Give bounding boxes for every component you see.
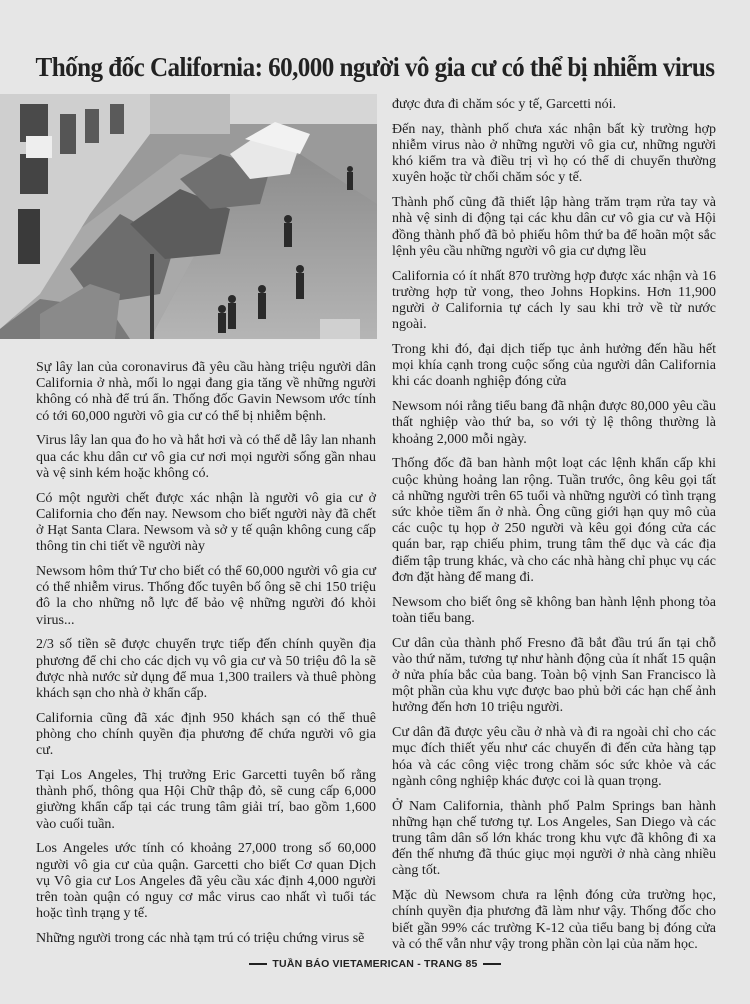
paragraph: Ở Nam California, thành phố Palm Springs ban hành những hạn chế tương tự. Los Angeles, San Diego và các trung tâm dân số lớn khác trong khu vực đã không đi xa đến thế nhưng đã thúc giục mọi người ở nhà càng nhiều càng tốt. [392, 798, 716, 879]
footer-text: TUẦN BÁO VIETAMERICAN - TRANG 85 [272, 958, 478, 970]
paragraph: Tại Los Angeles, Thị trưởng Eric Garcetti tuyên bố rằng thành phố, thông qua Hội Chữ thập đỏ, sẽ cung cấp 6,000 giường khẩn cấp tại các trung tâm giải trí, bao gồm 1,600 vào cuối tuần. [36, 768, 376, 832]
paragraph: Mặc dù Newsom chưa ra lệnh đóng cửa trường học, chính quyền địa phương đã làm như vậy. Thống đốc cho biết gần 99% các trường K-12 của tiểu bang bị đóng cửa và có thể vẫn như vậy trong phần còn lại của năm học. [392, 888, 716, 952]
paragraph: được đưa đi chăm sóc y tế, Garcetti nói. [392, 97, 616, 112]
paragraph: Thống đốc đã ban hành một loạt các lệnh khẩn cấp khi cuộc khủng hoảng lan rộng. Tuần trước, ông kêu gọi tất cả những người trên 65 tuổi và những người có tình trạng sức khỏe tiềm ẩn ở nhà. Ông cũng giới hạn quy mô của các cuộc tụ họp ở 250 người và kêu gọi đóng cửa các quán bar, rạp chiếu phim, trung tâm thể dục và các địa điểm tập trung khác, và cho các nhà hàng chỉ phục vụ các đơn đặt hàng để mang đi. [392, 456, 716, 585]
article-photo [0, 94, 377, 339]
paragraph: Trong khi đó, đại dịch tiếp tục ảnh hưởng đến hầu hết mọi khía cạnh trong cuộc sống của người dân California khi các doanh nghiệp đóng cửa [392, 342, 716, 390]
page-footer [0, 958, 750, 970]
paragraph: Newsom hôm thứ Tư cho biết có thể 60,000 người vô gia cư có thể nhiễm virus. Thống đốc tuyên bố ông sẽ chi 150 triệu đô la cho những nỗ lực để bảo vệ những người đó khỏi virus... [36, 564, 376, 628]
paragraph: Thành phố cũng đã thiết lập hàng trăm trạm rửa tay và nhà vệ sinh di động tại các khu dân cư vô gia cư và Hội đồng thành phố đã bỏ phiếu hôm thứ ba để hoãn một sắc lệnh yêu cầu những người vô gia cư dựng lều [392, 195, 716, 259]
paragraph: California cũng đã xác định 950 khách sạn có thể thuê phòng cho chính quyền địa phương để chứa người vô gia cư. [36, 710, 376, 759]
paragraph: Virus lây lan qua đo ho và hắt hơi và có thể dễ lây lan nhanh qua các khu dân cư vô gia cư nơi mọi người sống gần nhau và vệ sinh kém hoặc không có. [36, 433, 376, 481]
right-column [392, 97, 716, 962]
street-encampment-photo-icon [0, 94, 377, 339]
paragraph: Sự lây lan của coronavirus đã yêu cầu hàng triệu người dân California ở nhà, mối lo ngại đang gia tăng về những người không có nhà để trú ẩn. Thống đốc Gavin Newsom ước tính có tới 60,000 người vô gia cư có thể bị nhiễm bệnh. [36, 360, 376, 424]
footer-rule-left [249, 963, 267, 965]
paragraph: Đến nay, thành phố chưa xác nhận bất kỳ trường hợp nhiễm virus nào ở những người vô gia cư, những người khó kiểm tra và điều trị vì họ có thể di chuyển thường xuyên hoặc từ chối chăm sóc y tế. [392, 121, 716, 186]
paragraph: California có ít nhất 870 trường hợp được xác nhận và 16 trường hợp tử vong, theo Johns Hopkins. Hơn 11,900 người ở California tự cách ly sau khi trở về từ nước ngoài. [392, 268, 716, 333]
paragraph: 2/3 số tiền sẽ được chuyển trực tiếp đến chính quyền địa phương để chi cho các dịch vụ vô gia cư và 50 triệu đô la sẽ được nhà nước sử dụng để mua 1,300 trailers và thuê phòng khách sạn cho nhà ở khẩn cấp. [36, 637, 376, 702]
left-column [36, 360, 376, 956]
paragraph: Newsom cho biết ông sẽ không ban hành lệnh phong tỏa toàn tiểu bang. [392, 594, 716, 626]
paragraph: Cư dân đã được yêu cầu ở nhà và đi ra ngoài chỉ cho các mục đích thiết yếu như các chuyến đi đến cửa hàng tạp hóa và các công việc trong chăm sóc sức khỏe và các ngành công nghiệp khác được coi là quan trọng. [392, 725, 716, 789]
article-headline: Thống đốc California: 60,000 người vô gia cư có thể bị nhiễm virus [35, 52, 715, 82]
paragraph: Những người trong các nhà tạm trú có triệu chứng virus sẽ [36, 931, 365, 947]
paragraph: Cư dân của thành phố Fresno đã bắt đầu trú ẩn tại chỗ vào thứ năm, tương tự như hành động của ít nhất 15 quận ở nửa phía bắc của bang. Toàn bộ vịnh San Francisco là một phần của khu vực được bao phủ bởi các hạn chế ảnh hưởng đến hơn 10 triệu người. [392, 635, 716, 716]
paragraph: Newsom nói rằng tiểu bang đã nhận được 80,000 yêu cầu thất nghiệp vào thứ ba, so với tỷ lệ thông thường là khoảng 2,000 mỗi ngày. [392, 399, 716, 447]
paragraph: Los Angeles ước tính có khoảng 27,000 trong số 60,000 người vô gia cư của quận. Garcetti cho biết Cơ quan Dịch vụ Vô gia cư Los Angeles đã yêu cầu xác định 4,000 người trên toàn quận có nguy cơ mắc virus cao nhất vì tuổi tác hoặc tình trạng y tế. [36, 841, 376, 922]
footer-rule-right [483, 963, 501, 965]
paragraph: Có một người chết được xác nhận là người vô gia cư ở California cho đến nay. Newsom cho biết người này đã chết ở Hạt Santa Clara. Newsom và sở y tế quận không cung cấp thông tin chi tiết về người này [36, 490, 376, 555]
